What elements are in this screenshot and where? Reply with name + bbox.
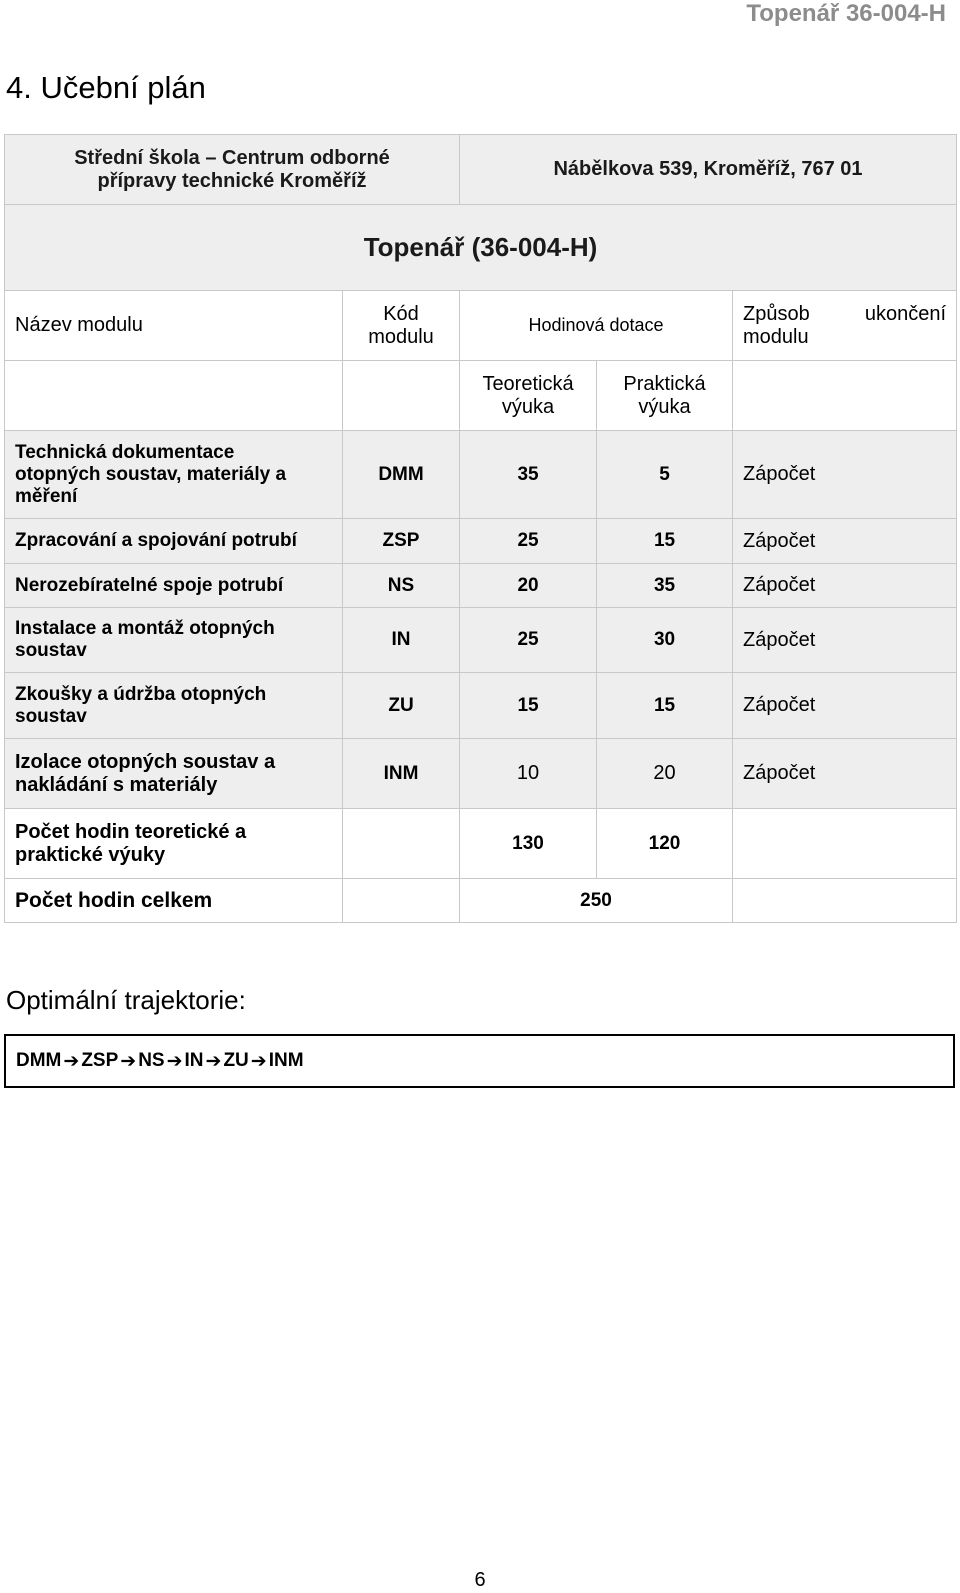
trajectory-step: IN [184, 1050, 204, 1071]
totals-label [5, 809, 343, 879]
module-practice-hours: 20 [597, 739, 733, 809]
school-address: Nábělkova 539, Kroměříž, 767 01 [460, 135, 957, 205]
module-name [5, 431, 343, 519]
overall-label: Počet hodin celkem [5, 879, 343, 923]
module-practice-hours: 5 [597, 431, 733, 519]
column-header-completion-word1: Způsob [743, 302, 810, 325]
table-title: Topenář (36-004-H) [5, 205, 957, 291]
column-header-practice [597, 361, 733, 431]
module-code: DMM [343, 431, 460, 519]
module-completion: Zápočet [733, 564, 957, 608]
totals-label-line1: Počet hodin teoretické a [15, 820, 247, 843]
column-header-completion-word2: ukončení [864, 302, 947, 325]
arrow-right-icon: ➔ [166, 1050, 183, 1072]
overall-hours: 250 [460, 879, 733, 923]
arrow-right-icon: ➔ [250, 1050, 267, 1072]
subheader-empty-completion [733, 361, 957, 431]
overall-empty-code [343, 879, 460, 923]
module-practice-hours: 15 [597, 673, 733, 739]
table-row [5, 739, 957, 809]
totals-empty-completion [733, 809, 957, 879]
curriculum-table [4, 134, 957, 923]
module-name-line2: soustav [15, 705, 87, 727]
module-name-line2: otopných soustav, materiály a [15, 463, 287, 485]
trajectory-box [4, 1034, 955, 1088]
table-row [5, 564, 957, 608]
arrow-right-icon: ➔ [205, 1050, 222, 1072]
arrow-right-icon: ➔ [120, 1050, 137, 1072]
module-name-line2: nakládání s materiály [15, 773, 218, 796]
module-name [5, 608, 343, 673]
module-name-line2: soustav [15, 640, 87, 661]
column-header-theory-line2: výuka [501, 395, 555, 418]
column-header-name: Název modulu [5, 291, 343, 361]
module-name: Nerozebíratelné spoje potrubí [5, 564, 343, 608]
module-practice-hours: 35 [597, 564, 733, 608]
column-header-theory [460, 361, 597, 431]
module-name-line1: Izolace otopných soustav a [15, 750, 276, 773]
page-number: 6 [474, 1569, 486, 1591]
module-practice-hours: 15 [597, 519, 733, 564]
document-code-header: Topenář 36-004-H [746, 0, 946, 27]
trajectory-step: INM [268, 1050, 304, 1071]
module-name-line1: Technická dokumentace [15, 441, 235, 463]
module-code: NS [343, 564, 460, 608]
totals-label-line2: praktické výuky [15, 843, 166, 866]
module-completion: Zápočet [733, 739, 957, 809]
module-code: ZU [343, 673, 460, 739]
module-theory-hours: 25 [460, 519, 597, 564]
column-header-code-line1: Kód [383, 302, 419, 325]
column-header-practice-line2: výuka [638, 395, 691, 418]
trajectory-step: ZSP [81, 1050, 119, 1071]
arrow-right-icon: ➔ [63, 1050, 80, 1072]
module-theory-hours: 25 [460, 608, 597, 673]
module-completion: Zápočet [733, 431, 957, 519]
module-name-line1: Zkoušky a údržba otopných [15, 683, 267, 705]
module-theory-hours: 20 [460, 564, 597, 608]
column-header-code [343, 291, 460, 361]
school-name-line2: přípravy technické Kroměříž [97, 169, 367, 192]
subheader-empty-code [343, 361, 460, 431]
trajectory-step: DMM [16, 1050, 62, 1071]
module-code: IN [343, 608, 460, 673]
column-header-hours: Hodinová dotace [460, 291, 733, 361]
totals-row [5, 809, 957, 879]
module-completion: Zápočet [733, 673, 957, 739]
column-header-theory-line1: Teoretická [482, 372, 574, 395]
trajectory-title: Optimální trajektorie: [6, 985, 246, 1015]
column-header-code-line2: modulu [368, 325, 434, 348]
module-code: ZSP [343, 519, 460, 564]
module-theory-hours: 15 [460, 673, 597, 739]
trajectory-step: ZU [223, 1050, 249, 1071]
section-title: 4. Učební plán [6, 70, 206, 105]
module-name-line1: Instalace a montáž otopných [15, 618, 275, 639]
overall-row [5, 879, 957, 923]
module-name: Zpracování a spojování potrubí [5, 519, 343, 564]
school-name-cell [5, 135, 460, 205]
module-theory-hours: 10 [460, 739, 597, 809]
column-header-practice-line1: Praktická [623, 372, 706, 395]
table-row [5, 519, 957, 564]
column-header-completion [733, 291, 957, 361]
module-name-line3: měření [15, 485, 78, 507]
table-row [5, 431, 957, 519]
column-header-completion-word3: modulu [743, 325, 809, 348]
trajectory-step: NS [138, 1050, 165, 1071]
module-name [5, 739, 343, 809]
overall-empty-completion [733, 879, 957, 923]
table-row [5, 673, 957, 739]
module-completion: Zápočet [733, 608, 957, 673]
totals-practice-hours: 120 [597, 809, 733, 879]
module-name [5, 673, 343, 739]
module-completion: Zápočet [733, 519, 957, 564]
school-name-line1: Střední škola – Centrum odborné [74, 146, 390, 169]
subheader-empty-name [5, 361, 343, 431]
totals-theory-hours: 130 [460, 809, 597, 879]
module-theory-hours: 35 [460, 431, 597, 519]
module-practice-hours: 30 [597, 608, 733, 673]
table-row [5, 608, 957, 673]
totals-empty-code [343, 809, 460, 879]
module-code: INM [343, 739, 460, 809]
